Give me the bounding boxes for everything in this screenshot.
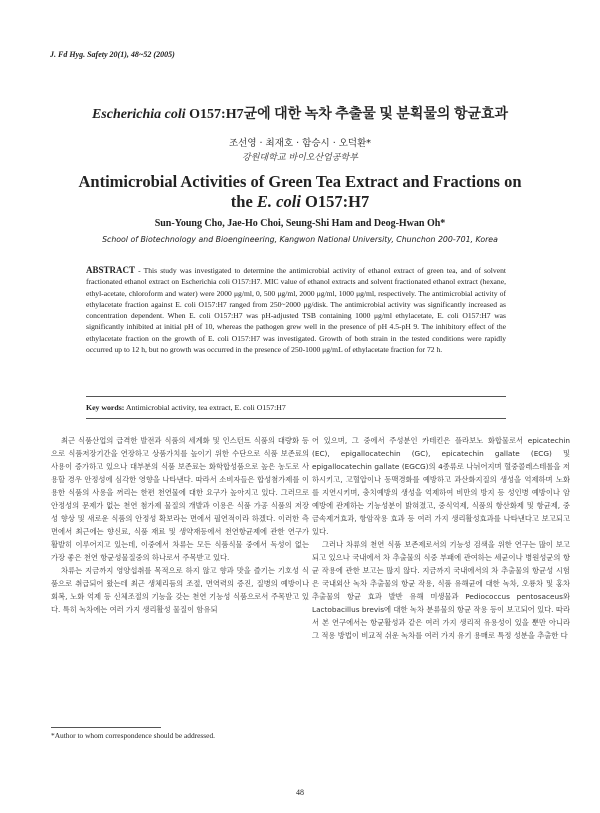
body-column-right xyxy=(312,434,570,642)
keywords-label: Key words: xyxy=(86,403,125,412)
korean-title xyxy=(0,103,600,123)
page-number: 48 xyxy=(296,788,304,797)
english-affiliation: School of Biotechnology and Bioengineering, Kangwon National University, Chunchon 200-701, Korea xyxy=(102,235,498,244)
footnote-rule xyxy=(51,727,161,728)
body-paragraph: 그러나 차류의 천연 식품 보존제로서의 기능성 검색을 위한 연구는 많이 보고되고 있으나 국내에서 차 추출물의 식중 부패에 관여하는 세균이나 병원성균의 항균 작용에 관한 보고는 많지 않다. 지금까지 국내에서의 차 추출물의 항균성 시험은 국내외산 녹차 추출물의 항균 작용, 식품 유해균에 대한 녹차, 오룡차 및 홍차 추출물의 항균 효과 발반 유해 미생물과 Pediococcus pentosaceus와 Lactobacillus brevis에 대한 녹차 분류물의 항균 작용 등이 보고되어 있다. 따라서 본 연구에서는 항균활성과 같은 여러 가지 생리적 유용성이 있을 뿐만 아니라 그 적용 방법이 비교적 쉬운 녹차를 여러 가지 유기 용매로 특정 성분을 추출한 다 xyxy=(312,540,570,640)
english-title-line2: the E. coli O157:H7 xyxy=(230,192,370,211)
korean-authors: 조선영 · 최재호 · 함승시 · 오덕환* xyxy=(228,138,372,149)
keywords xyxy=(86,403,506,412)
english-title-line1: Antimicrobial Activities of Green Tea Extract and Fractions on xyxy=(78,172,522,191)
english-title xyxy=(30,172,570,212)
keywords-text: Antimicrobial activity, tea extract, E. coli O157:H7 xyxy=(124,403,286,412)
body-column-left xyxy=(51,434,309,616)
abstract xyxy=(86,265,506,355)
korean-title-rest: O157:H7균에 대한 녹차 추출물 및 분획물의 항균효과 xyxy=(185,107,509,122)
journal-reference: J. Fd Hyg. Safety 20(1), 48~52 (2005) xyxy=(50,50,175,59)
korean-title-species: Escherichia coli xyxy=(91,107,186,122)
body-paragraph: 차류는 지금까지 영양섭취를 목적으로 하지 않고 향과 맛을 즐기는 기호성 식품으로 취급되어 왔는데 최근 생체리듬의 조절, 면역력의 증진, 질병의 예방이나 회복, 노화 억제 등 신체조절의 기능을 갖는 천연 기능성 식품으로서 주목받고 있다. 특히 녹차에는 여러 가지 생리활성 물질이 함유되 xyxy=(51,566,309,614)
keywords-bottom-rule xyxy=(86,418,506,419)
abstract-top-rule xyxy=(86,396,506,397)
body-paragraph: 어 있으며, 그 중에서 주성분인 카테킨은 플라보노 화합물로서 epicatechin (EC), epigallocatechin (GC), epicatechin gallate (ECG) 및 epigallocatechin gallate (EGCG)의 4종류로 나뉘어지며 혈중콜레스테롤을 저하시키고, 고혈압이나 동맥경화를 예방하고 과산화지질의 생성을 억제하며 노화를 지연시키며, 충치예방의 생성을 억제하여 비만의 방지 등 성인병 예방이나 암 예방에 관계하는 기능성분이 밝혀졌고, 중식억제, 식품의 항산화제 및 항균제, 중금속제거효과, 항암작용 효과 등 여러 가지 생리활성효과를 나타낸다고 보고되고 있다. xyxy=(312,436,570,536)
abstract-label: ABSTRACT xyxy=(86,265,136,275)
footnote: *Author to whom correspondence should be addressed. xyxy=(51,731,215,740)
korean-affiliation: 강원대학교 바이오산업공학부 xyxy=(242,153,358,163)
body-paragraph: 최근 식품산업의 급격한 발전과 식품의 세계화 및 인스턴트 식품의 대량화 등으로 식품저장기간을 연장하고 상품가치를 높이기 위한 수단으로 식품 보존료의 사용이 증가하고 있으나 대부분의 식품 보존료는 화학합성품으로 높은 농도로 사용할 경우 안정성에 심각한 영향을 나타낸다. 따라서 소비자들은 합성첨가제를 이용한 식품의 사용을 꺼리는 한편 천연물에 대한 요구가 높아지고 있다. 그러므로 안정성의 문제가 없는 천연 첨가제 물질의 개발과 이용은 식품 가공 식품의 저장성 향상 및 새로운 식품의 안정성 확보라는 면에서 필연적이라 하겠다. 이러한 측면에서 최근에는 향신료, 식품 재료 및 생약재등에서 천연항균제에 관한 연구가 활발히 이루어지고 있는데, 이중에서 차류는 모든 식품식물 중에서 독성이 없는 가장 좋은 천연 항균성물질중의 하나로서 주목받고 있다. xyxy=(51,436,309,562)
abstract-text: - This study was investigated to determine the antimicrobial activity of ethanol extract of green tea, and of solvent fractionated ethanol extract on Escherichia coli O157:H7. MIC value of ethanol extracts and solvent fractionated ethanol extract (hexane, ethyl-acetate, chloroform and water) were 2000 μg/ml, 0, 500 μg/ml, 2000 μg/ml, 1000 μg/ml, respectively. The antimicrobial activity of ethylacetate fraction against E. coli O157:H7 ranged from 250~2000 μg/disk. The antimicrobial activity was significantly increased as concentration dependent. When E. coli O157:H7 was pH-adjusted TSB containing 1000 μg/ml ethylacetate, E. coli O157:H7 was significantly inhibited at initial pH of 10, whereas the pathogen grew well in the presence of pH 4.5-pH 9. The inhibitory effect of the ethylacetate fraction on the growth of E. coli O157:H7 was investigated. Growth of both strain in the tested conditions were rapidly occurred up to 12 h, but no growth was occurred in the presence of 250-1000 μg/mL of ethylacetate fraction for 72 h. xyxy=(86,266,506,355)
english-authors: Sun-Young Cho, Jae-Ho Choi, Seung-Shi Ham and Deog-Hwan Oh* xyxy=(154,218,446,229)
